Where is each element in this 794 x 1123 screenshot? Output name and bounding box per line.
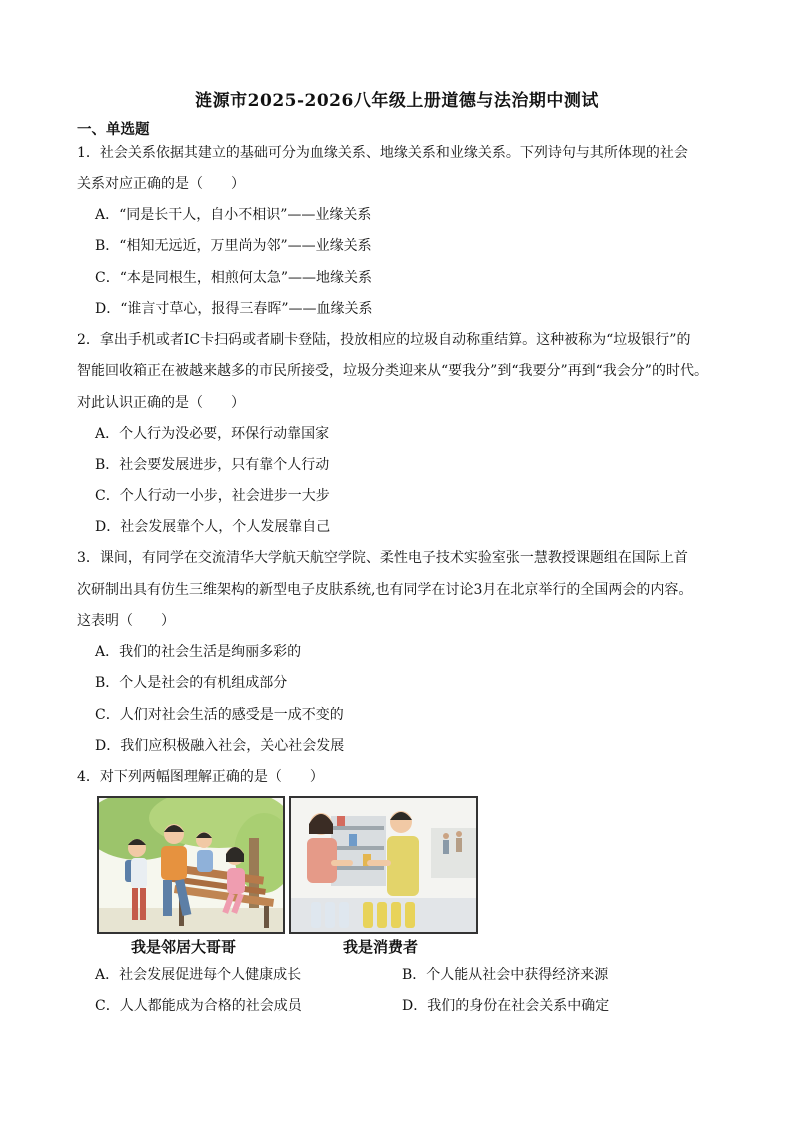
caption-neighbor: 我是邻居大哥哥 <box>131 938 237 956</box>
q1-stem-line-2: 关系对应正确的是（ ） <box>77 176 245 192</box>
q3-stem-line-1: 3．课间，有同学在交流清华大学航天航空学院、柔性电子技术实验室张一慧教授课题组在国际上首 <box>77 550 688 566</box>
q2-option-d: D．社会发展靠个人，个人发展靠自己 <box>95 519 331 535</box>
neighbor-illustration-svg <box>99 798 283 932</box>
q3-option-b: B．个人是社会的有机组成部分 <box>95 675 288 691</box>
q2-option-a: A．个人行为没必要，环保行动靠国家 <box>95 426 330 442</box>
q4-option-a: A．社会发展促进每个人健康成长 <box>95 967 302 983</box>
q1-option-d: D．“谁言寸草心，报得三春晖”——血缘关系 <box>95 301 373 317</box>
q4-option-d: D．我们的身份在社会关系中确定 <box>402 998 610 1014</box>
q3-option-a: A．我们的社会生活是绚丽多彩的 <box>95 644 302 660</box>
section-heading: 一、单选题 <box>77 121 150 138</box>
q1-option-c: C．“本是同根生，相煎何太急”——地缘关系 <box>95 270 373 286</box>
caption-consumer: 我是消费者 <box>343 938 419 956</box>
q2-stem-line-1: 2．拿出手机或者IC卡扫码或者刷卡登陆，投放相应的垃圾自动称重结算。这种被称为“垃圾银行”的 <box>77 332 691 348</box>
q2-stem-line-2: 智能回收箱正在被越来越多的市民所接受，垃圾分类迎来从“要我分”到“我要分”再到“我会分”的时代。 <box>77 363 708 379</box>
q3-option-d: D．我们应积极融入社会，关心社会发展 <box>95 738 345 754</box>
q1-option-b: B．“相知无远近，万里尚为邻”——业缘关系 <box>95 238 372 254</box>
illustration-consumer <box>289 796 478 934</box>
page-title: 涟源市2025-2026八年级上册道德与法治期中测试 <box>195 91 599 111</box>
illustration-neighbor <box>97 796 285 934</box>
q3-stem-line-3: 这表明（ ） <box>77 613 175 629</box>
q4-stem-line-1: 4．对下列两幅图理解正确的是（ ） <box>77 769 324 785</box>
q1-stem-line-1: 1．社会关系依据其建立的基础可分为血缘关系、地缘关系和业缘关系。下列诗句与其所体现的社会 <box>77 145 688 161</box>
q4-option-c: C．人人都能成为合格的社会成员 <box>95 998 302 1014</box>
q1-option-a: A．“同是长干人，自小不相识”——业缘关系 <box>95 207 372 223</box>
q2-option-c: C．个人行动一小步，社会进步一大步 <box>95 488 330 504</box>
q2-option-b: B．社会要发展进步，只有靠个人行动 <box>95 457 330 473</box>
q3-stem-line-2: 次研制出具有仿生三维架构的新型电子皮肤系统,也有同学在讨论3月在北京举行的全国两会的内容。 <box>77 582 693 598</box>
q2-stem-line-3: 对此认识正确的是（ ） <box>77 395 245 411</box>
q3-option-c: C．人们对社会生活的感受是一成不变的 <box>95 707 344 723</box>
consumer-illustration-svg <box>291 798 476 932</box>
q4-option-b: B．个人能从社会中获得经济来源 <box>402 967 609 983</box>
